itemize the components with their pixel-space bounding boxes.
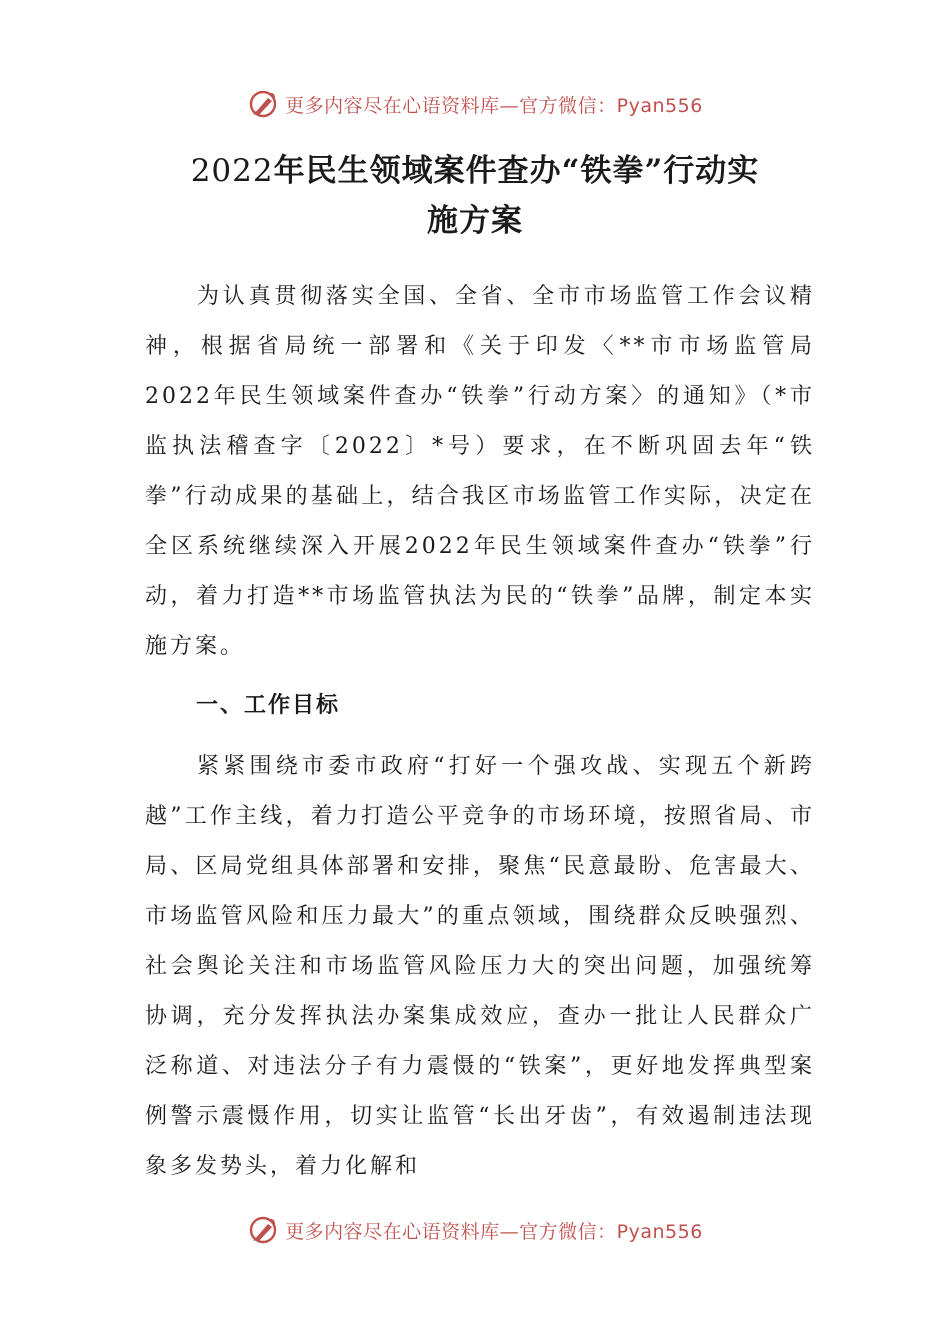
- pen-nib-logo-icon: [247, 1214, 279, 1246]
- title-year: 2022: [190, 153, 274, 189]
- title-line-1: 年民生领域案件查办“铁拳”行动实: [273, 153, 760, 189]
- section-heading-work-goals: 一、工作目标: [196, 692, 341, 718]
- pen-nib-logo-icon: [247, 88, 279, 120]
- watermark-text: 更多内容尽在心语资料库—官方微信：Pyan556: [285, 1220, 703, 1243]
- footer-watermark: [0, 1210, 950, 1250]
- header-watermark: [0, 84, 950, 124]
- title-line-2: 施方案: [427, 203, 523, 239]
- paragraph-intro: 为认真贯彻落实全国、全省、全市市场监管工作会议精神，根据省局统一部署和《关于印发〈**市市场监管局2022年民生领域案件查办“铁拳”行动方案〉的通知》（*市监执法稽查字〔2022〕*号）要求，在不断巩固去年“铁拳”行动成果的基础上，结合我区市场监管工作实际，决定在全区系统继续深入开展2022年民生领域案件查办“铁拳”行动，着力打造**市场监管执法为民的“铁拳”品牌，制定本实施方案。: [145, 284, 815, 659]
- page-title: [95, 146, 855, 246]
- watermark-text: 更多内容尽在心语资料库—官方微信：Pyan556: [285, 94, 703, 117]
- paragraph-work-goals: 紧紧围绕市委市政府“打好一个强攻战、实现五个新跨越”工作主线，着力打造公平竞争的市场环境，按照省局、市局、区局党组具体部署和安排，聚焦“民意最盼、危害最大、市场监管风险和压力最大”的重点领域，围绕群众反映强烈、社会舆论关注和市场监管风险压力大的突出问题，加强统筹协调，充分发挥执法办案集成效应，查办一批让人民群众广泛称道、对违法分子有力震慑的“铁案”，更好地发挥典型案例警示震慑作用，切实让监管“长出牙齿”，有效遏制违法现象多发势头，着力化解和: [145, 754, 815, 1179]
